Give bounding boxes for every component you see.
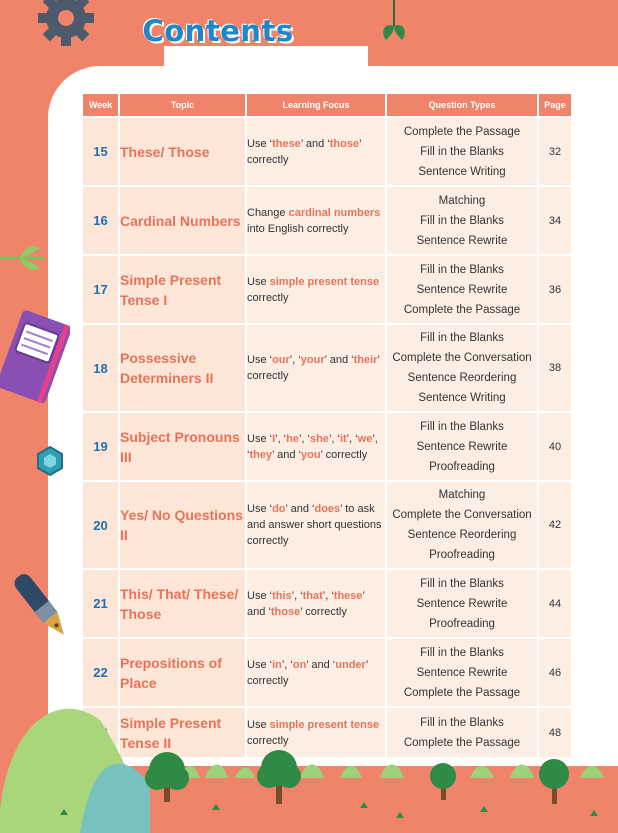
learning-focus — [247, 256, 385, 323]
focus-text: Use — [247, 718, 270, 731]
page-number: 38 — [539, 325, 571, 411]
header-week: Week — [83, 94, 118, 116]
page-number: 48 — [539, 708, 571, 757]
focus-keyword: simple present tense — [269, 718, 380, 731]
table-row — [83, 482, 571, 568]
focus-keyword: simple present tense — [269, 275, 380, 288]
week-number: 20 — [83, 482, 118, 568]
focus-text: ’ and ‘ — [306, 658, 336, 671]
week-number: 17 — [83, 256, 118, 323]
table-row — [83, 413, 571, 480]
learning-focus — [247, 413, 385, 480]
learning-focus — [247, 482, 385, 568]
topic-name: Yes/ No Questions II — [120, 482, 245, 568]
focus-text: ’ and ‘ — [285, 503, 315, 515]
table-row — [83, 256, 571, 323]
gem-icon — [34, 445, 66, 477]
hanging-plant-icon — [376, 0, 412, 50]
question-type: Sentence Rewrite — [416, 234, 508, 247]
contents-table — [81, 92, 573, 759]
focus-text: Use ‘ — [247, 503, 273, 515]
topic-name: This/ That/ These/ Those — [120, 570, 245, 637]
header-question-types: Question Types — [387, 94, 537, 116]
week-number: 21 — [83, 570, 118, 637]
focus-text: correctly — [247, 291, 289, 304]
focus-text: ’, ‘ — [275, 432, 287, 445]
focus-keyword: this — [272, 589, 292, 602]
learning-focus — [247, 570, 385, 637]
question-type: Complete the Passage — [403, 736, 521, 749]
focus-text: ’, ‘ — [289, 354, 301, 366]
focus-text: ’ correctly — [247, 137, 362, 166]
focus-text: ’, ‘ — [291, 589, 303, 602]
question-type: Complete the Conversation — [392, 509, 532, 521]
focus-keyword: I — [272, 432, 276, 445]
focus-text: ’, ‘ — [346, 432, 358, 445]
page-number: 34 — [539, 187, 571, 254]
question-type: Sentence Writing — [418, 392, 506, 404]
focus-text: ’, ‘ — [322, 589, 334, 602]
question-types — [387, 413, 537, 480]
question-type: Fill in the Blanks — [420, 577, 504, 590]
focus-text: Change — [247, 206, 289, 219]
question-type: Complete the Passage — [403, 303, 521, 316]
focus-keyword: under — [335, 658, 366, 671]
header-learning-focus: Learning Focus — [247, 94, 385, 116]
week-number: 22 — [83, 639, 118, 706]
question-type: Sentence Rewrite — [416, 440, 508, 453]
focus-text: correctly — [247, 734, 289, 747]
focus-keyword: in — [272, 658, 282, 671]
page-number: 40 — [539, 413, 571, 480]
question-type: Sentence Rewrite — [416, 597, 508, 610]
topic-name: Subject Pronouns III — [120, 413, 245, 480]
page-number: 42 — [539, 482, 571, 568]
focus-text: Use ‘ — [247, 658, 273, 671]
focus-text: ’ and ‘ — [272, 448, 302, 461]
question-types — [387, 187, 537, 254]
page-title: Contents — [142, 14, 294, 48]
focus-keyword: they — [249, 448, 273, 461]
learning-focus — [247, 118, 385, 185]
table-row — [83, 118, 571, 185]
landscape — [0, 690, 618, 833]
question-type: Fill in the Blanks — [420, 420, 504, 433]
week-number: 16 — [83, 187, 118, 254]
focus-keyword: do — [272, 503, 286, 515]
question-type: Matching — [438, 194, 486, 207]
focus-keyword: we — [357, 432, 373, 445]
leaf-sprig-icon — [0, 240, 50, 276]
notebook-icon — [0, 302, 70, 412]
focus-text: ’ correctly — [247, 354, 380, 382]
focus-text: ’ correctly — [300, 605, 347, 618]
focus-text: Use ‘ — [247, 354, 273, 366]
topic-name: Prepositions of Place — [120, 639, 245, 706]
focus-text: ’, ‘ — [328, 432, 340, 445]
question-type: Fill in the Blanks — [420, 332, 504, 344]
gear-icon — [30, 0, 102, 56]
focus-text: Use ‘ — [247, 589, 273, 602]
focus-text: ’ and ‘ — [324, 354, 354, 366]
focus-keyword: cardinal numbers — [288, 206, 381, 219]
focus-text: ’ to ask and answer short questions correctly — [247, 503, 382, 547]
focus-text: ’, ‘ — [298, 432, 310, 445]
focus-keyword: does — [314, 503, 341, 515]
focus-text: into English correctly — [247, 222, 349, 235]
question-type: Sentence Rewrite — [416, 666, 508, 679]
question-type: Sentence Reordering — [407, 372, 517, 384]
question-type: Sentence Reordering — [407, 529, 517, 541]
week-number: 15 — [83, 118, 118, 185]
table-row — [83, 325, 571, 411]
topic-name: Simple Present Tense I — [120, 256, 245, 323]
focus-keyword: she — [309, 432, 329, 445]
focus-keyword: that — [302, 589, 323, 602]
focus-text: ’ and ‘ — [247, 589, 365, 618]
focus-keyword: you — [301, 448, 321, 461]
focus-keyword: on — [292, 658, 307, 671]
page-number: 44 — [539, 570, 571, 637]
learning-focus — [247, 325, 385, 411]
question-type: Fill in the Blanks — [420, 214, 504, 227]
focus-text: Use — [247, 275, 270, 288]
pen-icon — [8, 566, 78, 650]
table-row — [83, 570, 571, 637]
focus-keyword: their — [353, 354, 378, 366]
question-type: Complete the Passage — [403, 125, 521, 138]
question-type: Sentence Writing — [418, 165, 506, 178]
focus-keyword: it — [339, 432, 347, 445]
question-type: Proofreading — [429, 460, 495, 473]
focus-text: ’ correctly — [320, 448, 368, 461]
question-type: Fill in the Blanks — [420, 716, 504, 729]
header-page: Page — [539, 94, 571, 116]
topic-name: Cardinal Numbers — [120, 187, 245, 254]
focus-keyword: these — [333, 589, 363, 602]
page-number: 36 — [539, 256, 571, 323]
question-type: Proofreading — [429, 549, 495, 561]
focus-text: ’ correctly — [247, 658, 368, 687]
question-types — [387, 325, 537, 411]
question-types — [387, 256, 537, 323]
question-types — [387, 570, 537, 637]
topic-name: Simple Present Tense II — [120, 708, 245, 757]
table-row — [83, 187, 571, 254]
question-type: Matching — [438, 489, 486, 501]
page-number: 46 — [539, 639, 571, 706]
week-number: 18 — [83, 325, 118, 411]
question-type: Fill in the Blanks — [420, 263, 504, 276]
focus-keyword: he — [286, 432, 299, 445]
focus-text: ’, ‘ — [247, 432, 378, 461]
question-types — [387, 118, 537, 185]
question-type: Proofreading — [429, 617, 495, 630]
question-type: Sentence Rewrite — [416, 283, 508, 296]
focus-text: ’, ‘ — [281, 658, 293, 671]
question-type: Complete the Passage — [403, 686, 521, 699]
focus-keyword: our — [272, 354, 290, 366]
focus-text: ’ and ‘ — [300, 137, 330, 150]
focus-text: Use ‘ — [247, 432, 273, 445]
week-number: 19 — [83, 413, 118, 480]
header-topic: Topic — [120, 94, 245, 116]
question-types — [387, 482, 537, 568]
focus-text: Use ‘ — [247, 137, 273, 150]
table-header-row — [83, 94, 571, 116]
topic-name: These/ Those — [120, 118, 245, 185]
question-type: Fill in the Blanks — [420, 646, 504, 659]
learning-focus — [247, 187, 385, 254]
focus-keyword: your — [300, 354, 325, 366]
topic-name: Possessive Determiners II — [120, 325, 245, 411]
page-number: 32 — [539, 118, 571, 185]
question-type: Fill in the Blanks — [420, 145, 504, 158]
focus-keyword: those — [270, 605, 301, 618]
focus-keyword: those — [329, 137, 360, 150]
focus-keyword: these — [272, 137, 301, 150]
question-type: Complete the Conversation — [392, 352, 532, 364]
